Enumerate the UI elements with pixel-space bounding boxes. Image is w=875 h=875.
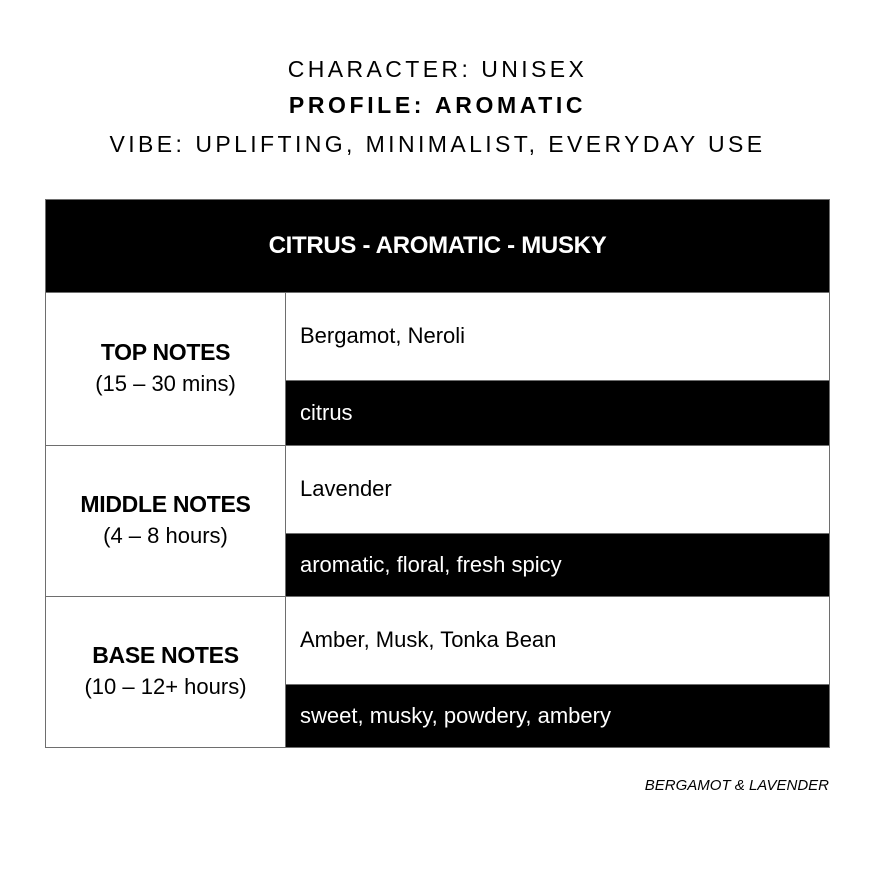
- top-notes-accords: citrus: [286, 380, 829, 445]
- middle-notes-accords: aromatic, floral, fresh spicy: [286, 533, 829, 596]
- middle-notes-label-cell: [46, 446, 286, 596]
- notes-table: [45, 199, 830, 748]
- top-notes-duration: (15 – 30 mins): [95, 371, 236, 396]
- top-notes-name: TOP NOTES: [100, 339, 231, 365]
- character-value: UNISEX: [481, 56, 588, 82]
- top-notes-ingredients: Bergamot, Neroli: [286, 293, 829, 381]
- top-notes-label-cell: [46, 293, 286, 445]
- base-notes-name: BASE NOTES: [92, 642, 239, 668]
- middle-notes-name: MIDDLE NOTES: [80, 491, 251, 517]
- profile-value: AROMATIC: [435, 92, 587, 118]
- base-notes-row: [46, 596, 829, 747]
- profile-label: PROFILE:: [288, 92, 426, 118]
- product-name: BERGAMOT & LAVENDER: [644, 777, 829, 794]
- table-title: CITRUS - AROMATIC - MUSKY: [46, 200, 829, 292]
- top-notes-row: [46, 292, 829, 445]
- character-label: CHARACTER:: [287, 56, 472, 82]
- profile-line: [0, 92, 875, 119]
- middle-notes-row: [46, 445, 829, 596]
- vibe-label: VIBE:: [109, 131, 186, 157]
- middle-notes-ingredients: Lavender: [286, 446, 829, 534]
- base-notes-accords: sweet, musky, powdery, ambery: [286, 684, 829, 747]
- base-notes-ingredients: Amber, Musk, Tonka Bean: [286, 597, 829, 685]
- base-notes-duration: (10 – 12+ hours): [84, 674, 247, 699]
- vibe-value: UPLIFTING, MINIMALIST, EVERYDAY USE: [195, 131, 766, 157]
- middle-notes-duration: (4 – 8 hours): [103, 523, 228, 548]
- base-notes-label-cell: [46, 597, 286, 747]
- vibe-line: [0, 131, 875, 158]
- character-line: [0, 56, 875, 83]
